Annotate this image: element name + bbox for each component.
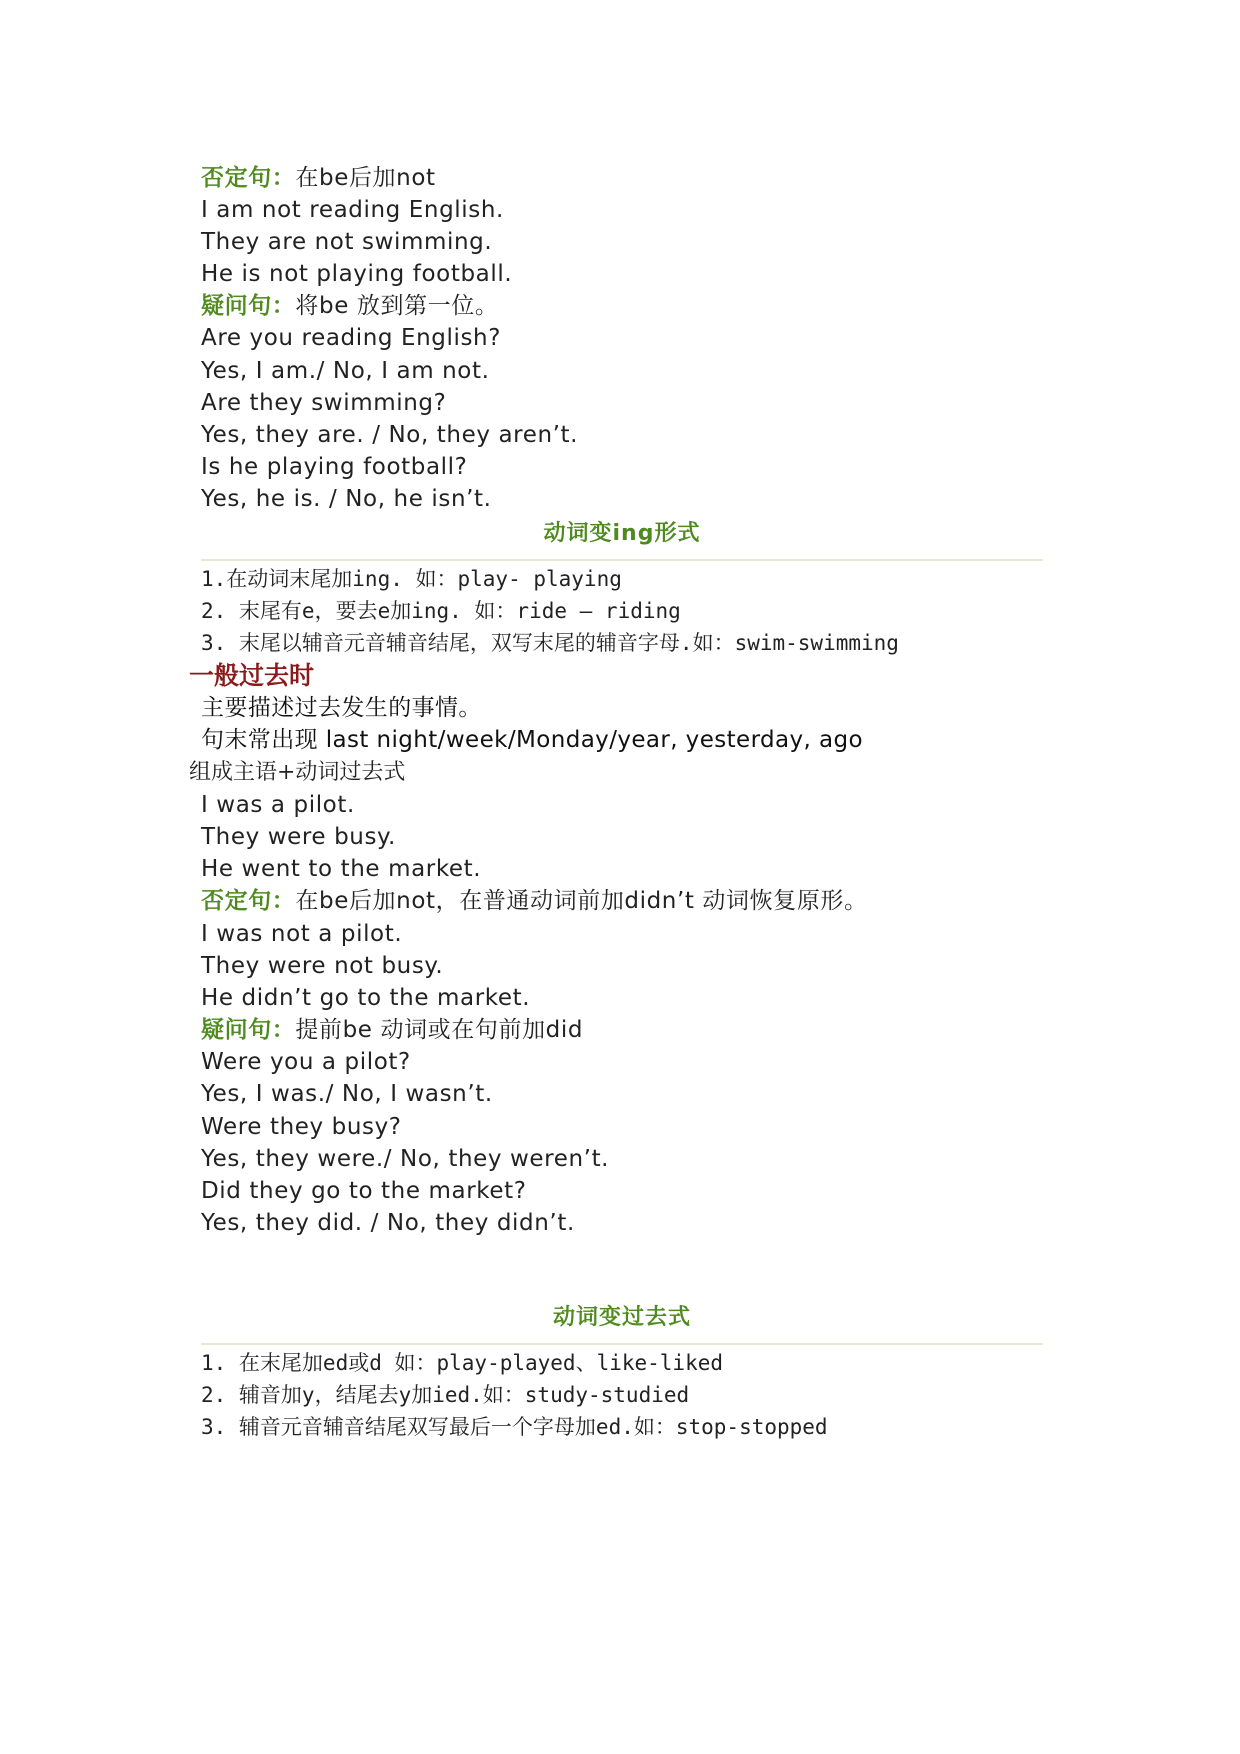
question-label: 疑问句： xyxy=(201,293,296,319)
example-sentence: Were they busy? xyxy=(201,1114,402,1140)
example-sentence: Yes, they did. / No, they didn’t. xyxy=(201,1210,575,1236)
example-sentence: They were busy. xyxy=(201,824,396,850)
example-sentence: He is not playing football. xyxy=(201,261,513,287)
ing-rule-item: 2. 末尾有e，要去e加ing. 如：ride – riding xyxy=(201,599,681,623)
section-divider xyxy=(201,559,1043,561)
example-sentence: Yes, they were./ No, they weren’t. xyxy=(201,1146,610,1172)
example-sentence: They were not busy. xyxy=(201,953,444,979)
negative-label: 否定句： xyxy=(201,165,296,191)
example-sentence: He went to the market. xyxy=(201,856,482,882)
example-sentence: Is he playing football? xyxy=(201,454,468,480)
intro-line: 主要描述过去发生的事情。 xyxy=(201,695,482,721)
example-sentence: Did they go to the market? xyxy=(201,1178,527,1204)
ing-rule-item: 1.在动词末尾加ing. 如：play- playing xyxy=(201,567,622,591)
example-sentence: Are they swimming? xyxy=(201,390,447,416)
example-sentence: Yes, I was./ No, I wasn’t. xyxy=(201,1081,493,1107)
example-sentence: I am not reading English. xyxy=(201,197,504,223)
question-label: 疑问句： xyxy=(201,1017,296,1043)
negative-rule-text: 在be后加not xyxy=(295,165,436,191)
example-sentence: Yes, he is. / No, he isn’t. xyxy=(201,486,492,512)
past-rule-item: 1. 在末尾加ed或d 如：play-played、like-liked xyxy=(201,1351,724,1375)
past-rules-heading: 动词变过去式 xyxy=(552,1305,691,1330)
example-sentence: I was not a pilot. xyxy=(201,921,403,947)
example-sentence: Yes, they are. / No, they aren’t. xyxy=(201,422,579,448)
negative-label: 否定句： xyxy=(201,888,296,914)
example-sentence: I was a pilot. xyxy=(201,792,355,818)
section-divider xyxy=(201,1343,1043,1345)
question-rule-text: 将be 放到第一位。 xyxy=(295,293,499,319)
question-rule-text: 提前be 动词或在句前加did xyxy=(295,1017,584,1043)
negative-rule-line xyxy=(201,162,436,194)
example-sentence: Were you a pilot? xyxy=(201,1049,411,1075)
question-rule-line xyxy=(201,1014,583,1046)
negative-rule-line xyxy=(201,885,868,917)
intro-line: 句末常出现 last night/week/Monday/year, yesterday, ago xyxy=(201,727,863,753)
past-rule-item: 2. 辅音加y，结尾去y加ied.如：study-studied xyxy=(201,1383,690,1407)
past-rule-item: 3. 辅音元音辅音结尾双写最后一个字母加ed.如：stop-stopped xyxy=(201,1415,828,1439)
section-title: 一般过去时 xyxy=(189,661,315,690)
structure-line: 组成主语+动词过去式 xyxy=(189,760,406,785)
question-rule-line xyxy=(201,290,498,322)
example-sentence: Are you reading English? xyxy=(201,325,502,351)
example-sentence: They are not swimming. xyxy=(201,229,493,255)
negative-rule-text: 在be后加not，在普通动词前加didn’t 动词恢复原形。 xyxy=(295,888,868,914)
ing-rule-item: 3. 末尾以辅音元音辅音结尾，双写末尾的辅音字母.如：swim-swimming xyxy=(201,631,899,655)
example-sentence: Yes, I am./ No, I am not. xyxy=(201,358,490,384)
ing-rules-heading: 动词变ing形式 xyxy=(543,521,701,546)
example-sentence: He didn’t go to the market. xyxy=(201,985,531,1011)
